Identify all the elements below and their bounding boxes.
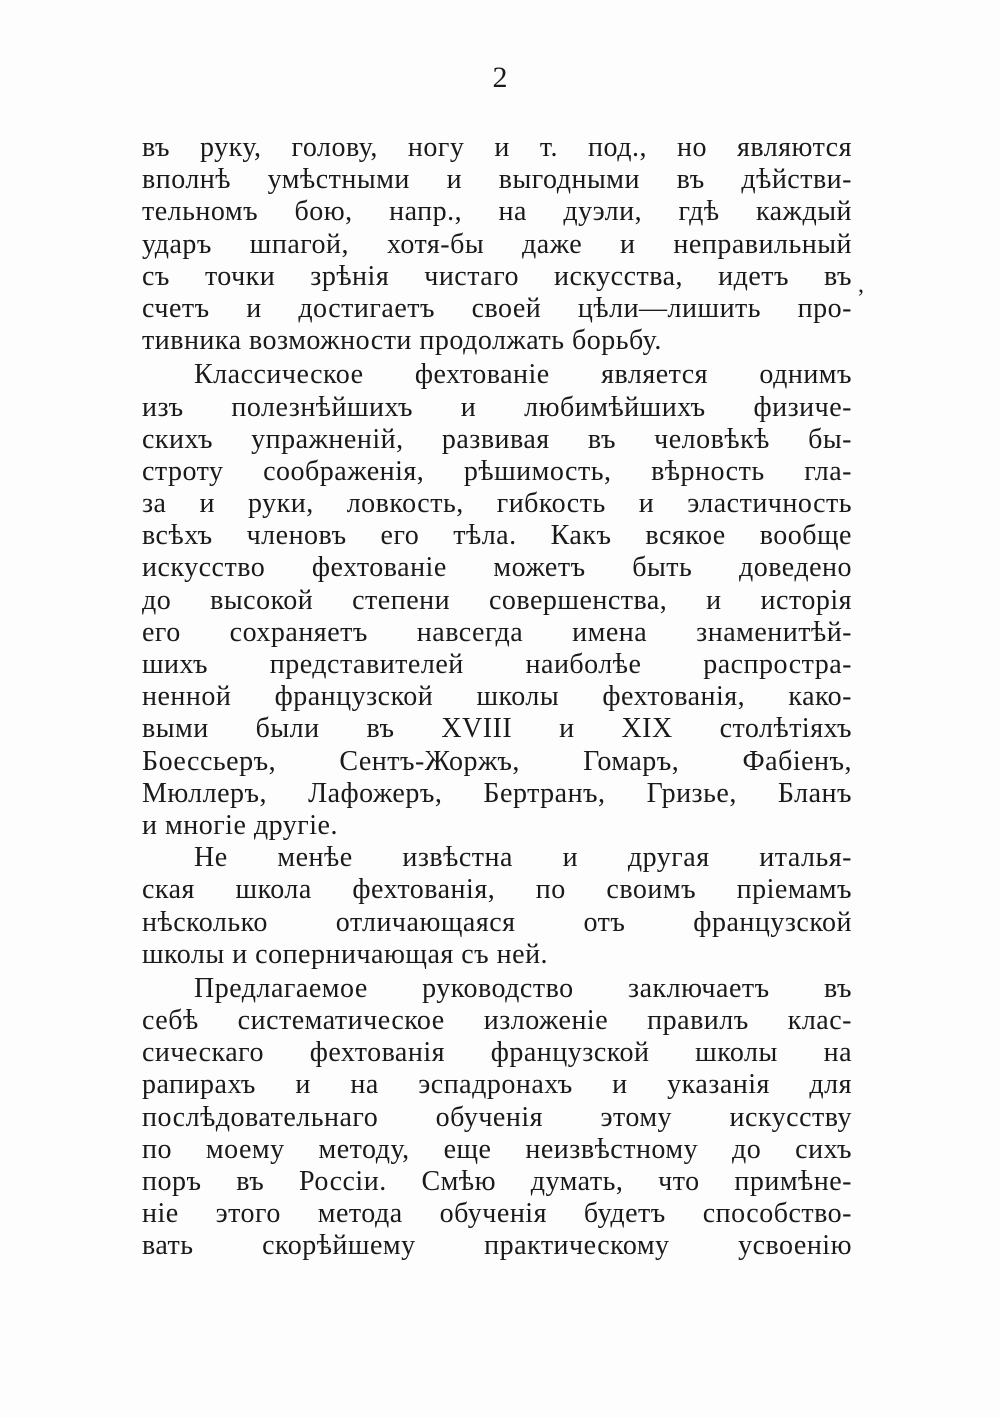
text-line: съ точки зрѣнія чистаго искусства, идетъ въ bbox=[142, 260, 852, 292]
text-line: выми были въ XVIII и XIX столѣтіяхъ bbox=[142, 713, 852, 745]
text-line: въ руку, голову, ногу и т. под., но являются bbox=[142, 132, 852, 163]
text-line: его сохраняетъ навсегда имена знаменитѣй- bbox=[142, 616, 852, 648]
page-number: 2 bbox=[492, 61, 508, 94]
text-line: нѣсколько отличающаяся отъ французской bbox=[142, 906, 852, 938]
paragraph-3 bbox=[142, 842, 852, 971]
text-line: Предлагаемое руководство заключаетъ въ bbox=[194, 972, 852, 1004]
text-line: по моему методу, еще неизвѣстному до сихъ bbox=[142, 1133, 852, 1165]
text-line: Боессьеръ, Сентъ-Жоржъ, Гомаръ, Фабіенъ, bbox=[142, 745, 852, 777]
text-line: сическаго фехтованія французской школы на bbox=[142, 1037, 852, 1069]
text-line: скихъ упражненій, развивая въ человѣкѣ бы- bbox=[142, 423, 852, 455]
text-line: и многіе другіе. bbox=[142, 809, 338, 841]
text-line: строту соображенія, рѣшимость, вѣрность гла- bbox=[142, 455, 852, 487]
text-line: искусство фехтованіе можетъ быть доведено bbox=[142, 552, 852, 584]
text-line: Классическое фехтованіе является однимъ bbox=[194, 359, 852, 391]
text-line: рапирахъ и на эспадронахъ и указанія для bbox=[142, 1069, 852, 1101]
body-text bbox=[142, 132, 852, 1263]
text-line: ненной французской школы фехтованія, како- bbox=[142, 681, 852, 713]
text-line: тельномъ бою, напр., на дуэли, гдѣ каждый bbox=[142, 196, 852, 228]
text-line: вполнѣ умѣстными и выгодными въ дѣйстви- bbox=[142, 164, 852, 196]
paragraph-1 bbox=[142, 132, 852, 357]
text-line: поръ въ Россіи. Смѣю думать, что примѣне- bbox=[142, 1166, 852, 1197]
text-line: ударъ шпагой, хотя-бы даже и неправильный bbox=[142, 228, 852, 260]
text-line: за и руки, ловкость, гибкость и эластичность bbox=[142, 488, 852, 520]
text-line: школы и соперничающая съ ней. bbox=[142, 938, 549, 970]
text-line: послѣдовательнаго обученія этому искусству bbox=[142, 1101, 852, 1133]
text-line: всѣхъ членовъ его тѣла. Какъ всякое вообще bbox=[142, 520, 852, 552]
text-line: себѣ систематическое изложеніе правилъ клас- bbox=[142, 1005, 852, 1037]
text-line: счетъ и достигаетъ своей цѣли—лишить про- bbox=[142, 292, 852, 324]
paragraph-2 bbox=[142, 359, 852, 842]
text-line: шихъ представителей наиболѣе распростра- bbox=[142, 649, 852, 680]
margin-mark: , bbox=[858, 272, 864, 298]
text-line: ніе этого метода обученія будетъ способство- bbox=[142, 1198, 852, 1230]
text-line: вать скорѣйшему практическому усвоенію bbox=[142, 1230, 852, 1262]
text-line: до высокой степени совершенства, и исторія bbox=[142, 584, 852, 616]
text-line: Не менѣе извѣстна и другая италья- bbox=[194, 842, 852, 874]
text-line: ская школа фехтованія, по своимъ пріемамъ bbox=[142, 874, 852, 906]
text-line: изъ полезнѣйшихъ и любимѣйшихъ физиче- bbox=[142, 391, 852, 423]
text-line: тивника возможности продолжать борьбу. bbox=[142, 325, 662, 357]
text-line: Мюллеръ, Лафожеръ, Бертранъ, Гризье, Бланъ bbox=[142, 777, 852, 809]
paragraph-4 bbox=[142, 973, 852, 1263]
